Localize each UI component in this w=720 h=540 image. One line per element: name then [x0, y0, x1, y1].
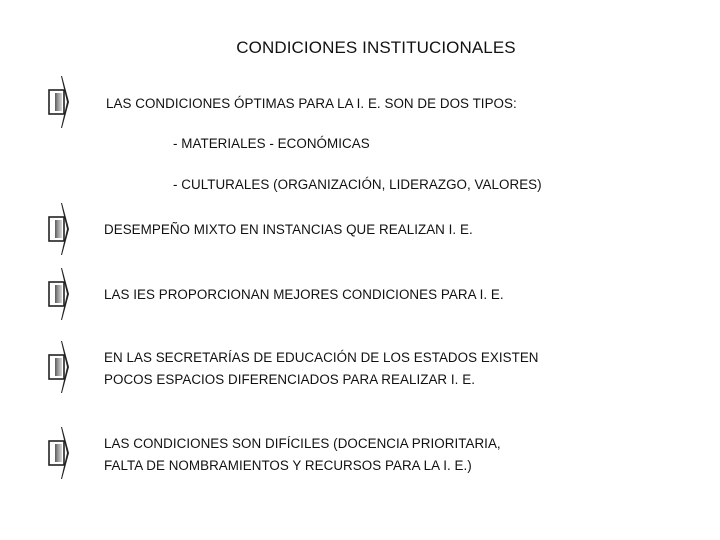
- arrow-block-icon: [47, 201, 72, 257]
- arrow-block-icon: [47, 74, 72, 130]
- slide-title: CONDICIONES INSTITUCIONALES: [236, 38, 516, 57]
- sub-bullet-text: - MATERIALES - ECONÓMICAS: [173, 136, 370, 151]
- bullet-item-text: LAS CONDICIONES SON DIFÍCILES (DOCENCIA PRIORITARIA,: [104, 436, 501, 451]
- bullet-item-text: LAS IES PROPORCIONAN MEJORES CONDICIONES PARA I. E.: [104, 287, 504, 302]
- arrow-block-icon: [47, 339, 72, 395]
- arrow-block-icon: [47, 425, 72, 481]
- bullet-item-text: DESEMPEÑO MIXTO EN INSTANCIAS QUE REALIZAN I. E.: [104, 222, 473, 237]
- bullet-item-text: LAS CONDICIONES ÓPTIMAS PARA LA I. E. SON DE DOS TIPOS:: [106, 96, 517, 111]
- bullet-item-text: EN LAS SECRETARÍAS DE EDUCACIÓN DE LOS ESTADOS EXISTEN: [104, 350, 539, 365]
- arrow-block-icon: [47, 266, 72, 322]
- sub-bullet-text: - CULTURALES (ORGANIZACIÓN, LIDERAZGO, VALORES): [173, 177, 542, 192]
- bullet-item-text: POCOS ESPACIOS DIFERENCIADOS PARA REALIZAR I. E.: [104, 372, 475, 387]
- bullet-item-text: FALTA DE NOMBRAMIENTOS Y RECURSOS PARA LA I. E.): [104, 458, 472, 473]
